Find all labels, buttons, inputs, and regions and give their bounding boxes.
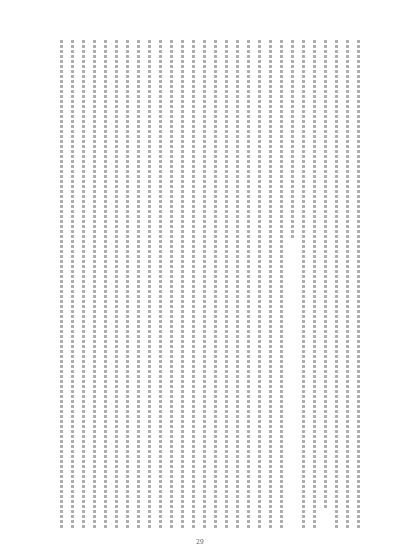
text-column: [93, 40, 96, 530]
text-column: [247, 40, 250, 530]
body-text-columns: [40, 40, 360, 530]
text-column: [203, 40, 206, 530]
text-column: [313, 40, 316, 530]
text-column: [115, 40, 118, 530]
text-column: [181, 40, 184, 530]
text-column: [71, 40, 74, 530]
text-column: [126, 40, 129, 530]
text-column: [148, 40, 151, 530]
text-column: [214, 40, 217, 530]
text-column: [104, 40, 107, 530]
text-column: [335, 40, 338, 530]
text-column: [60, 40, 63, 530]
text-column: [236, 40, 239, 530]
text-column: [346, 40, 349, 530]
text-column: [137, 40, 140, 530]
text-column: [192, 40, 195, 530]
text-column: [269, 40, 272, 530]
text-column: [82, 40, 85, 530]
text-column: [291, 40, 294, 240]
text-column: [280, 40, 283, 530]
text-column: [258, 40, 261, 530]
text-column: [302, 40, 305, 530]
page-number: 29: [196, 539, 204, 546]
text-column: [170, 40, 173, 530]
text-column: [357, 40, 360, 530]
text-column: [159, 40, 162, 530]
text-column: [225, 40, 228, 530]
text-column: [324, 40, 327, 510]
